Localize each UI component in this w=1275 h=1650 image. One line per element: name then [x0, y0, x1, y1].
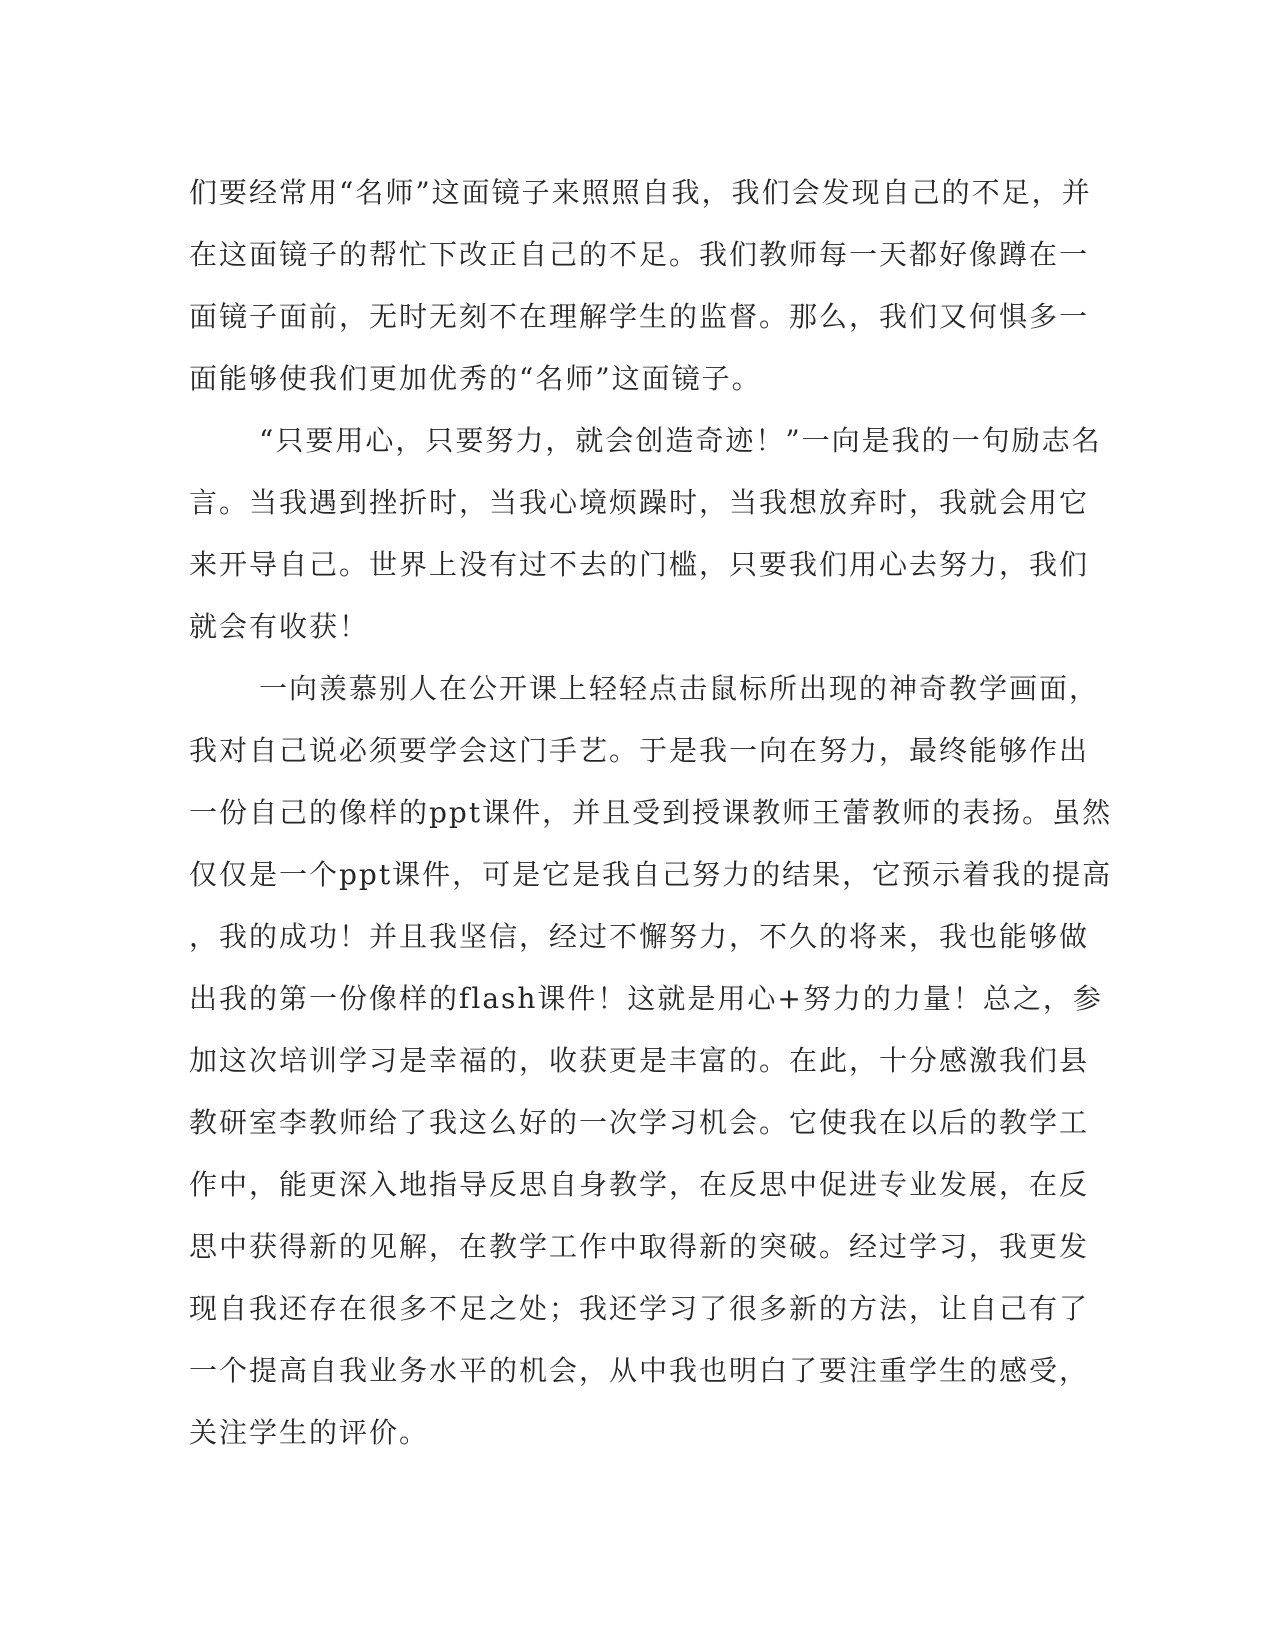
text-line: 作中，能更深入地指导反思自身教学，在反思中促进专业发展，在反 [189, 1168, 1090, 1201]
paragraph-3 [189, 658, 1113, 1464]
text-line: 就会有收获！ [189, 610, 370, 643]
paragraph-1 [189, 162, 1092, 410]
text-line: 面能够使我们更加优秀的“名师”这面镜子。 [189, 362, 762, 395]
text-line: 我对自己说必须要学会这门手艺。于是我一向在努力，最终能够作出 [189, 734, 1090, 767]
text-line: 言。当我遇到挫折时，当我心境烦躁时，当我想放弃时，我就会用它 [189, 486, 1090, 519]
text-line: 关注学生的评价。 [189, 1416, 430, 1449]
text-line: 仅仅是一个ppt课件，可是它是我自己努力的结果，它预示着我的提高 [189, 858, 1113, 891]
text-line: 出我的第一份像样的flash课件！这就是用心+努力的力量！总之，参 [189, 982, 1103, 1015]
text-line: 教研室李教师给了我这么好的一次学习机会。它使我在以后的教学工 [189, 1106, 1090, 1139]
text-line: 现自我还存在很多不足之处；我还学习了很多新的方法，让自己有了 [189, 1292, 1090, 1325]
text-line: 一向羡慕别人在公开课上轻轻点击鼠标所出现的神奇教学画面， [259, 672, 1100, 705]
text-line: 加这次培训学习是幸福的，收获更是丰富的。在此，十分感激我们县 [189, 1044, 1090, 1077]
text-line: ，我的成功！并且我坚信，经过不懈努力，不久的将来，我也能够做 [189, 920, 1090, 953]
text-line: 来开导自己。世界上没有过不去的门槛，只要我们用心去努力，我们 [189, 548, 1090, 581]
text-line: 在这面镜子的帮忙下改正自己的不足。我们教师每一天都好像蹲在一 [189, 238, 1090, 271]
paragraph-2 [189, 410, 1102, 658]
text-line: 思中获得新的见解，在教学工作中取得新的突破。经过学习，我更发 [189, 1230, 1090, 1263]
text-line: 面镜子面前，无时无刻不在理解学生的监督。那么，我们又何惧多一 [189, 300, 1090, 333]
body-text [189, 162, 1113, 1464]
text-line: 们要经常用“名师”这面镜子来照照自我，我们会发现自己的不足，并 [189, 176, 1092, 209]
text-line: 一份自己的像样的ppt课件，并且受到授课教师王蕾教师的表扬。虽然 [189, 796, 1113, 829]
text-line: 一个提高自我业务水平的机会，从中我也明白了要注重学生的感受， [189, 1354, 1090, 1387]
text-line: “只要用心，只要努力，就会创造奇迹！”一向是我的一句励志名 [259, 424, 1102, 457]
